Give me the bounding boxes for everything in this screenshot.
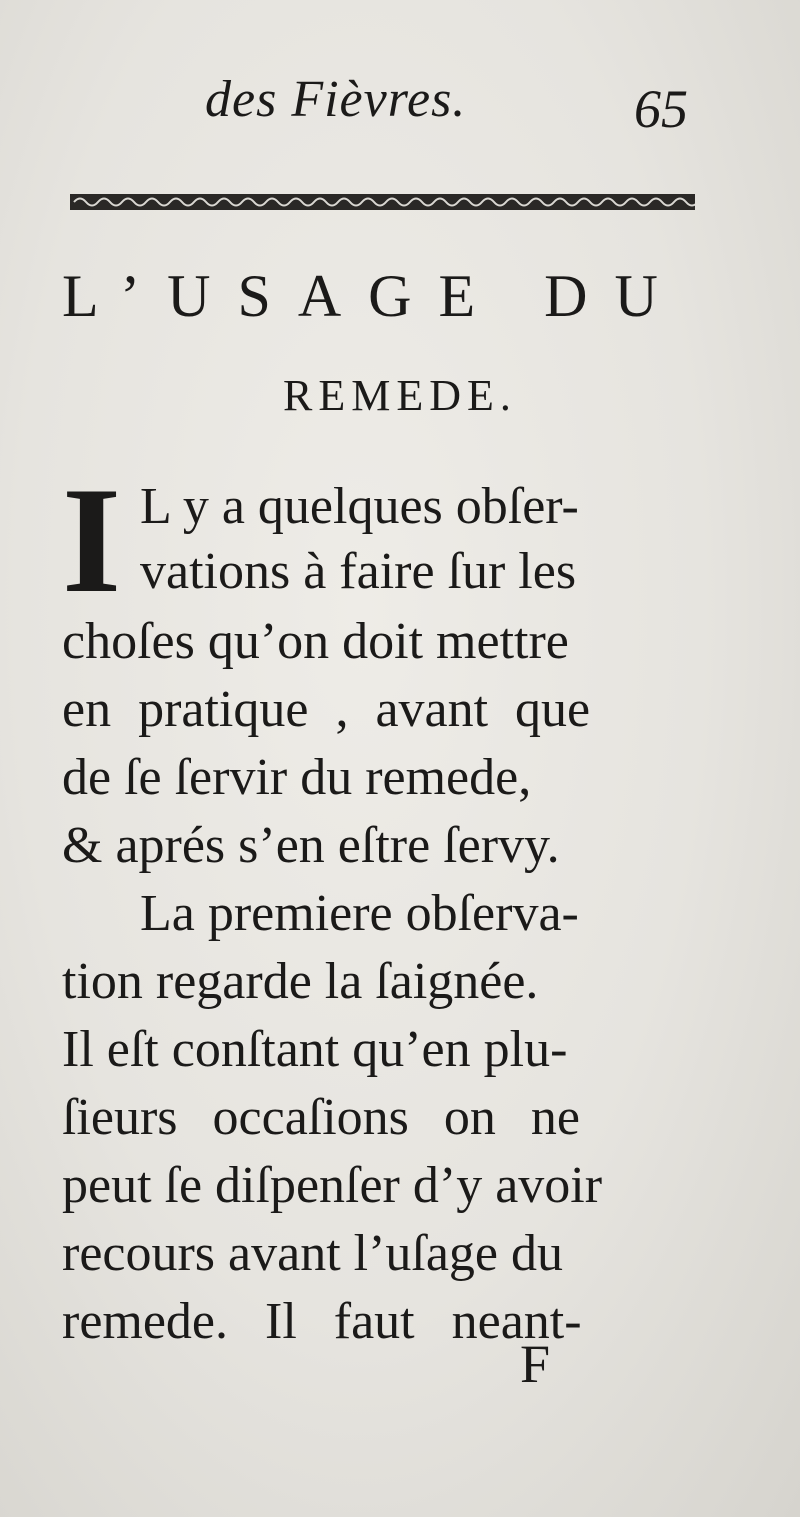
page-number: 65 xyxy=(634,79,688,139)
text-line: vations à faire ſur les xyxy=(140,543,577,600)
signature-mark: F xyxy=(520,1334,551,1394)
section-title-line1: L’USAGE DU xyxy=(62,263,685,329)
text-line: remede. Il faut neant- xyxy=(62,1293,582,1350)
text-line: recours avant l’uſage du xyxy=(62,1225,564,1282)
page-header xyxy=(0,70,800,140)
text-line: Il eſt conſtant qu’en plu- xyxy=(62,1021,568,1078)
text-line: tion regarde la ſaignée. xyxy=(62,953,539,1010)
drop-cap: I xyxy=(62,456,122,624)
text-line: L y a quelques obſer- xyxy=(140,478,579,535)
text-line: choſes qu’on doit mettre xyxy=(62,613,569,670)
text-line: en pratique , avant que xyxy=(62,681,591,738)
text-line: La premiere obſerva- xyxy=(140,885,579,942)
text-line: ſieurs occaſions on ne xyxy=(62,1089,580,1146)
text-line: de ſe ſervir du remede, xyxy=(62,749,532,806)
text-line: peut ſe diſpenſer d’y avoir xyxy=(62,1157,603,1214)
text-line: & aprés s’en eſtre ſervy. xyxy=(62,817,560,874)
ornamental-band xyxy=(70,192,695,212)
running-title: des Fièvres. xyxy=(205,71,467,128)
section-title-line2: REMEDE. xyxy=(283,371,517,420)
